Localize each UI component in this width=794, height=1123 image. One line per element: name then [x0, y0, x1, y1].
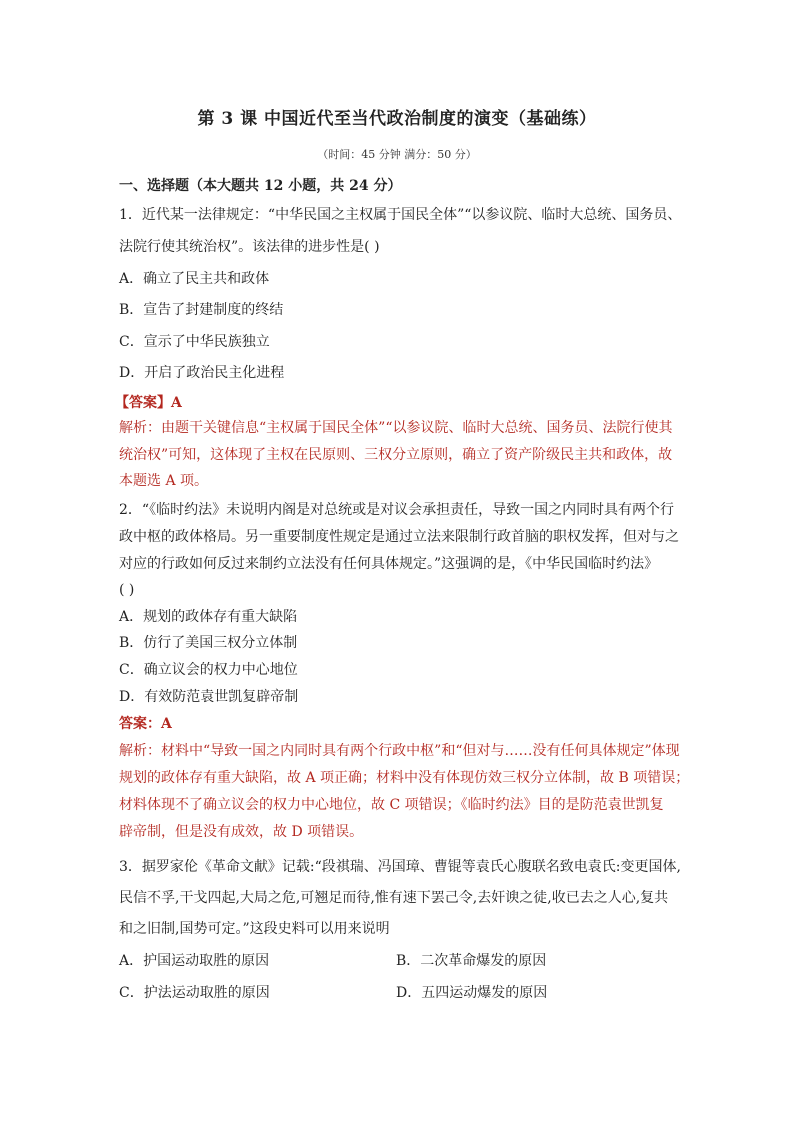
- q2-stem-line-1: 2．“《临时约法》未说明内阁是对总统或是对议会承担责任，导致一国之内同时具有两个行: [119, 502, 675, 518]
- q3-option-d: D．五四运动爆发的原因: [396, 985, 548, 1001]
- q3-stem-line-1: 3．据罗家伦《革命文献》记载:“段祺瑞、冯国璋、曹锟等袁氏心腹联名致电袁氏:变更国体,: [119, 859, 681, 875]
- q3-option-c: C．护法运动取胜的原因: [119, 985, 270, 1001]
- q2-explanation-line-1: 解析：材料中“导致一国之内同时具有两个行政中枢”和“但对与……没有任何具体规定”体现: [119, 743, 680, 759]
- q2-option-d: D．有效防范袁世凯复辟帝制: [119, 689, 299, 705]
- q2-stem-line-4: ( ): [119, 582, 135, 598]
- q2-option-c: C．确立议会的权力中心地位: [119, 662, 298, 678]
- q1-option-c: C．宣示了中华民族独立: [119, 334, 270, 350]
- q1-option-a: A．确立了民主共和政体: [119, 271, 270, 287]
- q1-explanation-line-1: 解析：由题干关键信息“主权属于国民全体”“以参议院、临时大总统、国务员、法院行使其: [119, 420, 673, 436]
- q2-option-a: A．规划的政体存有重大缺陷: [119, 609, 298, 625]
- q3-stem-line-3: 和之旧制,国势可定。”这段史料可以用来说明: [119, 921, 390, 937]
- q3-stem-line-2: 民信不孚,干戈四起,大局之危,可翘足而待,惟有速下罢己令,去奸谀之徒,收已去之人心,复共: [119, 890, 669, 906]
- q1-answer: 【答案】A: [115, 395, 182, 411]
- section-heading: 一、选择题（本大题共 12 小题，共 24 分）: [119, 178, 402, 194]
- q3-option-a: A．护国运动取胜的原因: [119, 953, 270, 969]
- q1-stem-line-2: 法院行使其统治权”。该法律的进步性是( ): [119, 239, 380, 255]
- q2-answer: 答案：A: [119, 716, 172, 732]
- q1-option-b: B．宣告了封建制度的终结: [119, 302, 284, 318]
- lesson-title: 第 3 课 中国近代至当代政治制度的演变（基础练）: [197, 109, 597, 129]
- q2-explanation-line-2: 规划的政体存有重大缺陷，故 A 项正确；材料中没有体现仿效三权分立体制，故 B 项错误；: [119, 770, 690, 786]
- q2-explanation-line-4: 辟帝制，但是没有成效，故 D 项错误。: [119, 824, 364, 840]
- q2-explanation-line-3: 材料体现不了确立议会的权力中心地位，故 C 项错误；《临时约法》目的是防范袁世凯复: [119, 797, 664, 813]
- q1-option-d: D．开启了政治民主化进程: [119, 365, 285, 381]
- exam-meta: （时间：45 分钟 满分：50 分）: [317, 148, 477, 161]
- q1-explanation-line-3: 本题选 A 项。: [119, 473, 209, 489]
- q2-stem-line-2: 政中枢的政体格局。另一重要制度性规定是通过立法来限制行政首脑的职权发挥，但对与之: [119, 529, 679, 545]
- q1-stem-line-1: 1．近代某一法律规定：“中华民国之主权属于国民全体”“以参议院、临时大总统、国务员、: [119, 207, 682, 223]
- q1-explanation-line-2: 统治权”可知，这体现了主权在民原则、三权分立原则，确立了资产阶级民主共和政体，故: [119, 447, 673, 463]
- q2-option-b: B．仿行了美国三权分立体制: [119, 635, 298, 651]
- q2-stem-line-3: 对应的行政如何反过来制约立法没有任何具体规定。”这强调的是，《中华民国临时约法》: [119, 556, 659, 572]
- q3-option-b: B．二次革命爆发的原因: [396, 953, 547, 969]
